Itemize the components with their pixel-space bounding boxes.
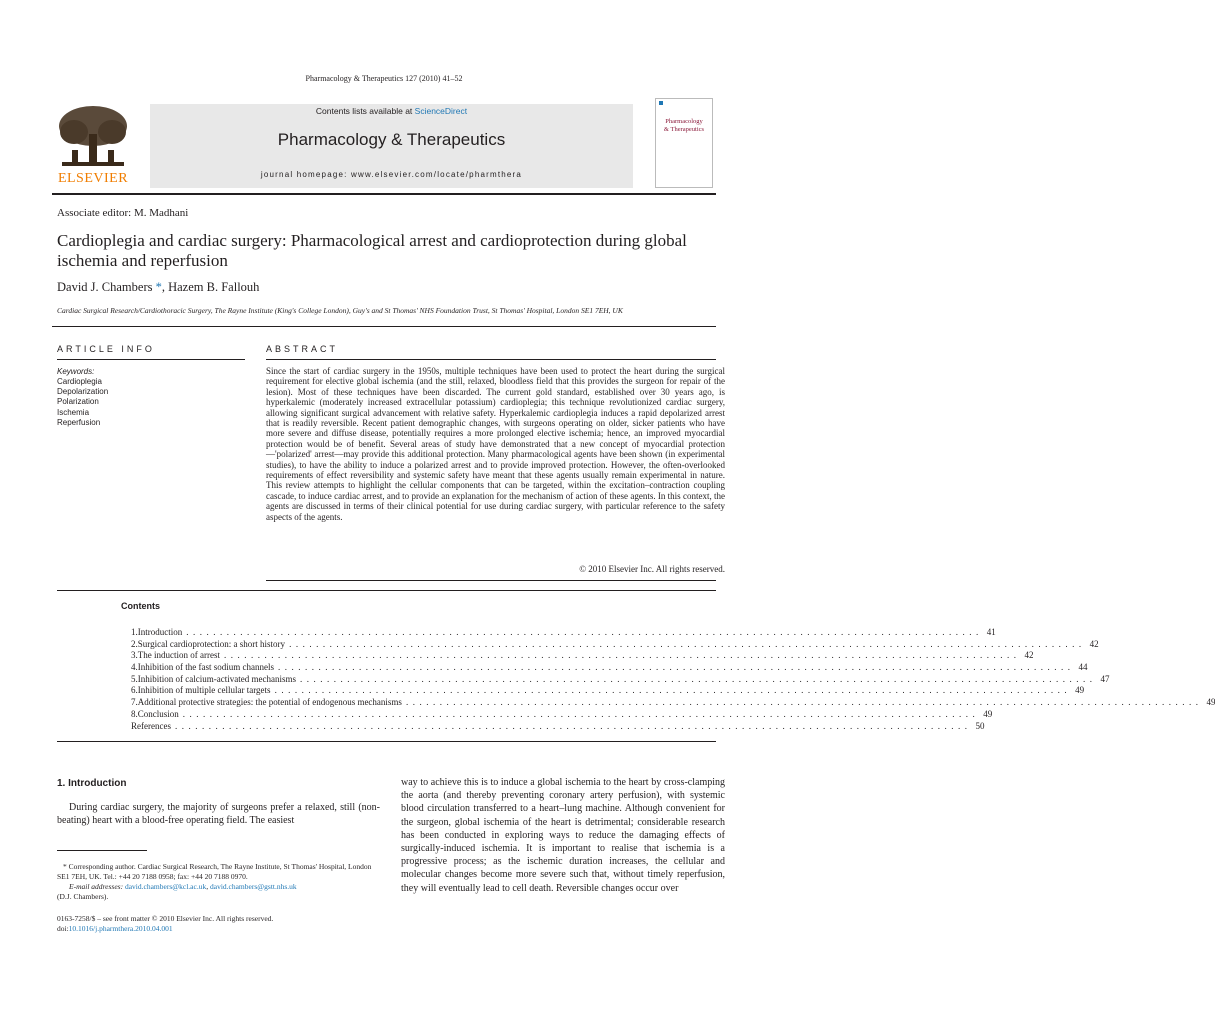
corresponding-author-note: * Corresponding author. Cardiac Surgical Research, The Rayne Institute, St Thomas' Hospital, London SE1 7EH, UK. Tel.: +44 20 7188 0958; fax: +44 20 7188 0970.: [57, 862, 372, 881]
cover-badge-icon: [659, 101, 663, 105]
toc-title[interactable]: Inhibition of calcium-activated mechanisms: [137, 673, 296, 684]
table-of-contents: [131, 627, 1215, 732]
toc-row[interactable]: [131, 627, 996, 639]
contents-heading: Contents: [121, 601, 160, 611]
abstract-bottom-rule: [266, 580, 716, 581]
toc-leader: ......................................................................................................................: [186, 627, 983, 637]
associate-editor: Associate editor: M. Madhani: [57, 207, 189, 219]
toc-number: 1.: [131, 627, 138, 637]
cover-title-line1: Pharmacology: [665, 118, 703, 125]
toc-row[interactable]: [131, 673, 1110, 686]
toc-number: 2.: [131, 638, 138, 649]
journal-homepage[interactable]: journal homepage: www.elsevier.com/locate/pharmthera: [260, 170, 523, 179]
authors: [57, 280, 259, 295]
body-text-column-2: way to achieve this is to induce a global ischemia to the heart by cross-clamping the aorta (and thereby preventing coronary artery perfusion), with systemic blood circulation transferred to a heart–lung machine. Although convenient for the surgeon, global ischemia of the heart is detrimental; considerable research has been conducted in exploring ways to reduce the damaging effects of surgically-induced ischemia. It is important to realise that ischemia is a progressive process; as the ischemic duration increases, the cellular and molecular changes become more severe such that, without timely reperfusion, they will eventually lead to cell death. Reversible changes occur over: [401, 777, 725, 894]
author-chambers[interactable]: David J. Chambers: [57, 280, 153, 294]
publication-meta: [57, 914, 380, 934]
toc-page: 47: [1100, 673, 1110, 684]
article-info-heading: ARTICLE INFO: [57, 344, 155, 354]
abstract-text: Since the start of cardiac surgery in the 1950s, multiple techniques have been used to protect the heart during the surgical requirement for elective global ischemia (and the still, relaxed, bloodless field that this provides the surgeon for repair of the lesion). Most of these techniques have been discarded. The current gold standard, established over 30 years ago, is hyperkalemic (moderately increased extracellular potassium) cardioplegia; this technique revolutionized cardiac surgery, allowing significant surgical advancement with relative safety. Hyperkalemic cardioplegia induces a rapid depolarized arrest that is readily reversible. Recent patient demographic changes, with surgeons operating on older, sicker patients who have more severe and diffuse disease, potentially requires a more prolonged elective ischemia; hence, an improved myocardial protection would be of benefit. Several areas of study have demonstrated that a new concept of myocardial protection—'polarized' arrest—may provide this additional protection. Many pharmacological agents have been shown (in experimental studies), to have the ability to induce a polarized arrest and to provide improved protection. However, the often-overlooked requirements of effect reversibility and systemic safety have meant that these agents usually remain experimental in nature. This review attempts to highlight the cellular components that can be targeted, within the excitation–contraction coupling cascade, to induce cardiac arrest, and to provide an explanation for the mechanism of action of these agents. In this context, the agents are discussed in terms of their clinical potential for use during cardiac surgery, with particular reference to the safety aspects of the agents.: [266, 366, 725, 522]
toc-page: 50: [975, 720, 985, 731]
email-separator: ,: [206, 882, 210, 891]
toc-number: 4.: [131, 662, 138, 673]
keyword: Ischemia: [57, 407, 90, 417]
toc-title[interactable]: Conclusion: [137, 708, 179, 719]
toc-title[interactable]: Inhibition of multiple cellular targets: [137, 685, 271, 696]
running-head: Pharmacology & Therapeutics 127 (2010) 41–52: [305, 74, 463, 83]
toc-leader: ......................................................................................................................: [174, 720, 972, 731]
toc-page: 44: [1078, 662, 1088, 673]
abstract-rule: [266, 359, 716, 360]
toc-row[interactable]: [131, 650, 1034, 662]
email-label: E-mail addresses:: [69, 882, 125, 891]
cover-title: [658, 118, 710, 134]
toc-number: 3.: [131, 650, 138, 661]
doi-label: doi:: [57, 924, 69, 934]
keyword: Depolarization: [57, 387, 109, 397]
keywords-list: [57, 377, 108, 428]
toc-leader: ......................................................................................................................: [182, 708, 980, 719]
toc-title[interactable]: Introduction: [137, 627, 183, 637]
toc-number: 5.: [131, 673, 138, 684]
keyword: Polarization: [57, 397, 99, 407]
toc-title[interactable]: The induction of arrest: [137, 650, 220, 661]
keyword: Cardioplegia: [57, 377, 102, 386]
toc-page: 49: [1075, 685, 1085, 696]
section-heading-introduction: 1. Introduction: [57, 778, 127, 789]
doi-link[interactable]: 10.1016/j.pharmthera.2010.04.001: [68, 924, 173, 934]
footnote-rule: [57, 850, 147, 851]
toc-leader: ......................................................................................................................: [274, 685, 1072, 696]
toc-number: 7.: [131, 697, 138, 708]
toc-title[interactable]: Additional protective strategies: the potential of endogenous mechanisms: [137, 697, 402, 708]
corresponding-author-marker[interactable]: *: [155, 280, 162, 294]
toc-page: 42: [1089, 638, 1099, 649]
email-line: [57, 882, 380, 892]
author-initials: (D.J. Chambers).: [57, 892, 109, 901]
doi-line: [57, 924, 380, 934]
meta-rule: [52, 326, 716, 327]
sciencedirect-link[interactable]: ScienceDirect: [414, 106, 468, 116]
footnote: [57, 862, 380, 902]
toc-row[interactable]: [131, 697, 1215, 709]
toc-leader: ......................................................................................................................: [223, 650, 1021, 661]
toc-row[interactable]: [131, 685, 1085, 697]
toc-row[interactable]: [131, 708, 993, 721]
contents-available-line: [150, 106, 633, 116]
toc-title[interactable]: Inhibition of the fast sodium channels: [137, 662, 274, 673]
affiliation: Cardiac Surgical Research/Cardiothoracic Surgery, The Rayne Institute (King's College London), Guy's and St Thomas' NHS Foundation Trust, St Thomas' Hospital, London SE1 7EH, UK: [57, 306, 623, 315]
toc-number: 8.: [131, 708, 138, 719]
abstract-copyright: © 2010 Elsevier Inc. All rights reserved.: [579, 564, 725, 574]
toc-number: 6.: [131, 685, 138, 696]
toc-leader: ......................................................................................................................: [405, 697, 1203, 708]
toc-row[interactable]: [131, 662, 1088, 674]
toc-leader: ......................................................................................................................: [277, 662, 1075, 673]
journal-title: Pharmacology & Therapeutics: [277, 130, 506, 149]
toc-page: 42: [1024, 650, 1034, 661]
toc-leader: ......................................................................................................................: [299, 673, 1097, 684]
cover-title-line2: & Therapeutics: [663, 126, 705, 133]
article-title: Cardioplegia and cardiac surgery: Pharmacological arrest and cardioprotection during global ischemia and reperfusion: [57, 231, 687, 270]
email-link[interactable]: david.chambers@gstt.nhs.uk: [209, 882, 297, 891]
toc-title[interactable]: References: [131, 720, 171, 731]
toc-row[interactable]: [131, 638, 1099, 651]
toc-row[interactable]: [131, 720, 985, 733]
toc-leader: ......................................................................................................................: [289, 638, 1086, 649]
email-link[interactable]: david.chambers@kcl.ac.uk: [124, 882, 207, 891]
toc-page: 49: [983, 708, 993, 719]
author-fallouh[interactable]: , Hazem B. Fallouh: [161, 280, 260, 294]
header-rule: [52, 193, 716, 195]
keywords-label: Keywords:: [57, 367, 95, 376]
publisher-wordmark: ELSEVIER: [57, 171, 129, 186]
issn-line: 0163-7258/$ – see front matter © 2010 Elsevier Inc. All rights reserved.: [57, 914, 274, 923]
keyword: Reperfusion: [57, 417, 101, 427]
article-info-rule: [57, 359, 245, 360]
toc-title[interactable]: Surgical cardioprotection: a short history: [137, 638, 286, 649]
toc-page: 49: [1206, 697, 1215, 708]
journal-cover-thumbnail: [655, 98, 713, 188]
body-text-column-1: During cardiac surgery, the majority of surgeons prefer a relaxed, still (non-beating) heart with a blood-free operating field. The easiest: [57, 802, 380, 827]
abstract-heading: ABSTRACT: [266, 344, 339, 354]
toc-page: 41: [986, 627, 996, 637]
contents-available-text: Contents lists available at: [315, 106, 415, 116]
